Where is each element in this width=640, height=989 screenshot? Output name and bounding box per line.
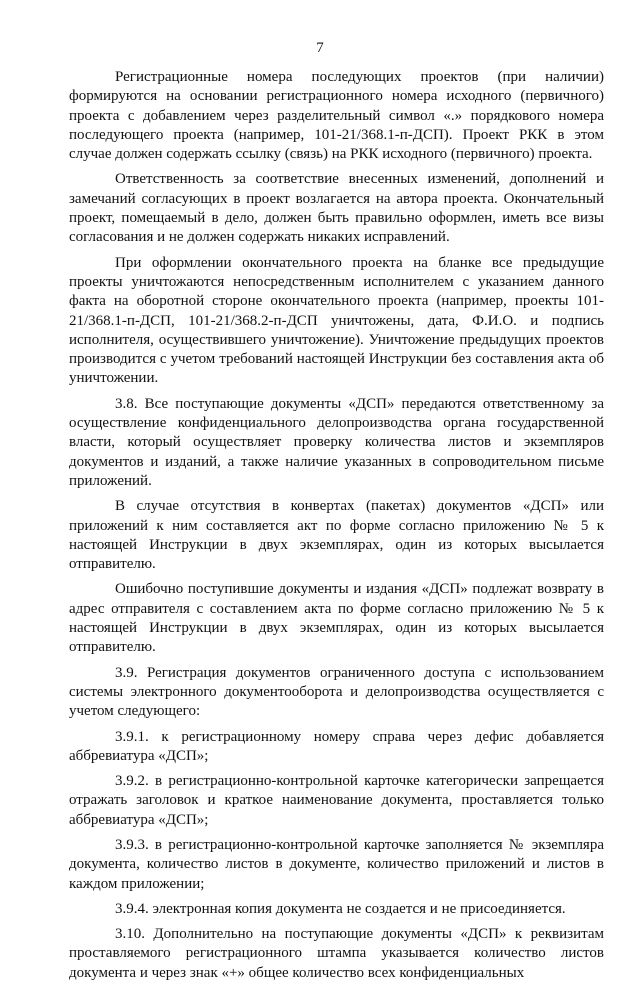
paragraph: 3.9.2. в регистрационно-контрольной карточке категорически запрещается отражать заголовок и краткое наименование документа, проставляется только аббревиатура «ДСП»; xyxy=(69,773,604,828)
paragraph: 3.8. Все поступающие документы «ДСП» передаются ответственному за осуществление конфиденциального делопроизводства органа государственной власти, который осуществляет проверку количества листов и экземпляров документов и изданий, а также наличие указанных в сопроводительном письме приложений. xyxy=(69,395,604,489)
paragraph: Регистрационные номера последующих проектов (при наличии) формируются на основании регистрационного номера исходного (первичного) проекта с добавлением через разделительный символ «.» порядкового номера последующего проекта (например, 101-21/368.1-п-ДСП). Проект РКК в этом случае должен содержать ссылку (связь) на РКК исходного (первичного) проекта. xyxy=(69,69,604,163)
page-number: 7 xyxy=(316,40,324,56)
paragraph: 3.9.1. к регистрационному номеру справа через дефис добавляется аббревиатура «ДСП»; xyxy=(69,728,604,764)
paragraph: Ответственность за соответствие внесенных изменений, дополнений и замечаний согласующих в проект возлагается на автора проекта. Окончательный проект, помещаемый в дело, должен быть правильно оформлен, иметь все визы согласования и не должен содержать никаких исправлений. xyxy=(69,171,604,246)
paragraph: В случае отсутствия в конвертах (пакетах) документов «ДСП» или приложений к ним составляется акт по форме согласно приложению № 5 к настоящей Инструкции в двух экземплярах, один из которых высылается отправителю. xyxy=(69,498,604,573)
paragraph: 3.10. Дополнительно на поступающие документы «ДСП» к реквизитам проставляемого регистрационного штампа указывается количество листов документа и через знак «+» общее количество всех конфиденциальных xyxy=(69,926,604,981)
paragraph: Ошибочно поступившие документы и издания «ДСП» подлежат возврату в адрес отправителя с составлением акта по форме согласно приложению № 5 к настоящей Инструкции в двух экземплярах, один из которых высылается отправителю. xyxy=(69,581,604,656)
paragraph: При оформлении окончательного проекта на бланке все предыдущие проекты уничтожаются непосредственным исполнителем с указанием данного факта на оборотной стороне окончательного проекта (например, проекты 101-21/368.1-п-ДСП, 101-21/368.2-п-ДСП уничтожены, дата, Ф.И.О. и подпись исполнителя, осуществившего уничтожение). Уничтожение предыдущих проектов производится с учетом требований настоящей Инструкции без составления акта об уничтожении. xyxy=(69,254,604,387)
paragraph: 3.9. Регистрация документов ограниченного доступа с использованием системы электронного документооборота и делопроизводства осуществляется с учетом следующего: xyxy=(69,664,604,720)
paragraph: 3.9.4. электронная копия документа не создается и не присоединяется. xyxy=(115,900,566,917)
body-text xyxy=(69,68,604,989)
paragraph: 3.9.3. в регистрационно-контрольной карточке заполняется № экземпляра документа, количество листов в документе, количество приложений и листов в каждом приложении; xyxy=(69,836,604,892)
